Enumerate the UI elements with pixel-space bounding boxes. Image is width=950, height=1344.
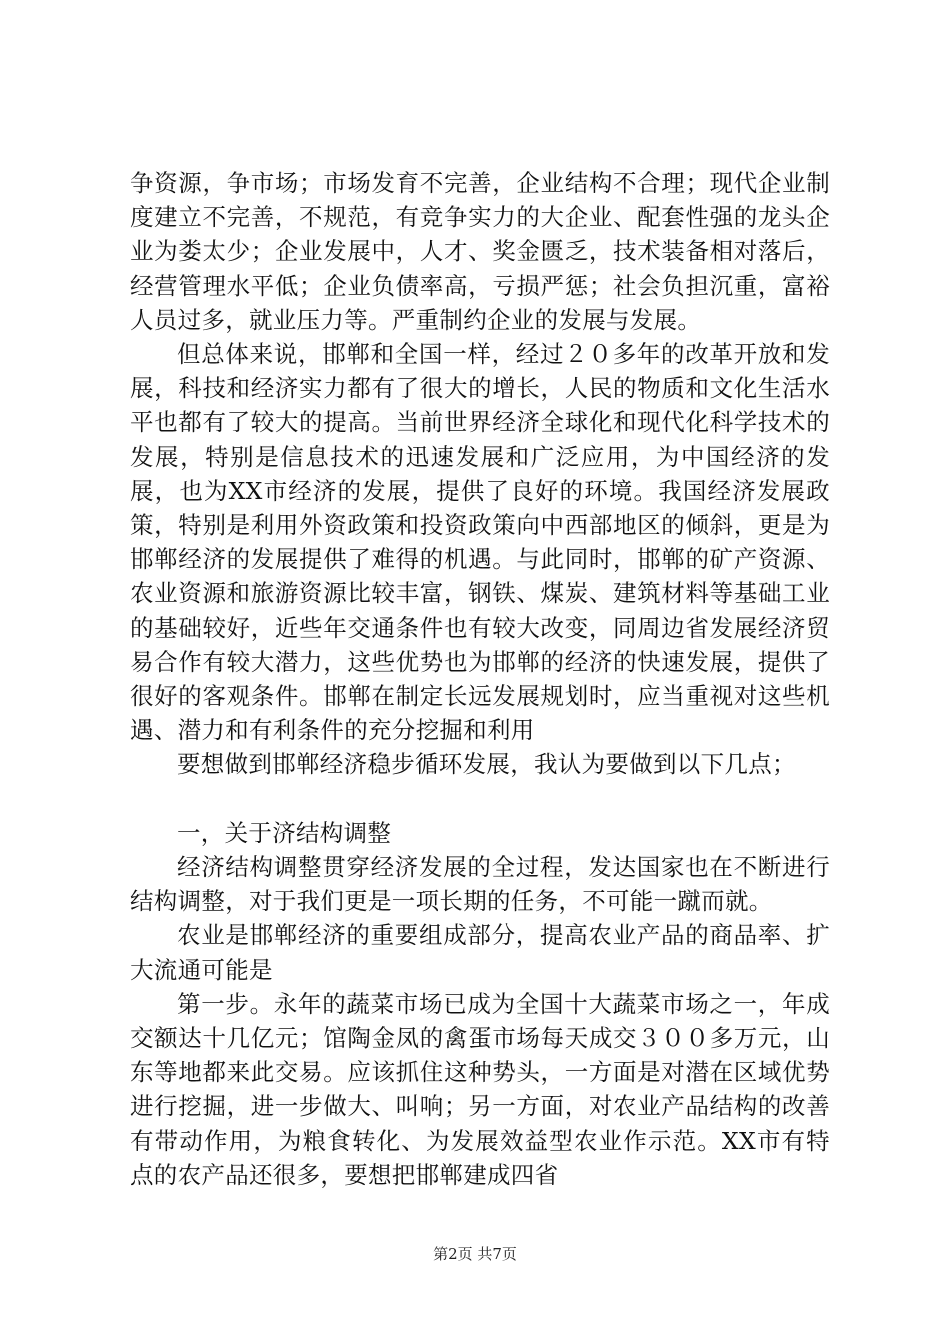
paragraph-spacer: [130, 782, 830, 816]
paragraph-3: 要想做到邯郸经济稳步循环发展，我认为要做到以下几点；: [177, 750, 796, 779]
paragraph-1: 争资源，争市场；市场发育不完善，企业结构不合理；现代企业制度建立不完善，不规范，有竞争实力的大企业、配套性强的龙头企业为娄太少；企业发展中，人才、奖金匮乏，技术装备相对落后，经营管理水平低；企业负债率高，亏损严惩；社会负担沉重，富裕人员过多，就业压力等。严重制约企业的发展与发展。: [130, 169, 830, 334]
paragraph-6: 第一步。永年的蔬菜市场已成为全国十大蔬菜市场之一，年成交额达十几亿元；馆陶金凤的禽蛋市场每天成交３００多万元，山东等地都来此交易。应该抓住这种势头，一方面是对潜在区域优势进行挖掘，进一步做大、叫响；另一方面，对农业产品结构的改善有带动作用，为粮食转化、为发展效益型农业作示范。XX市有特点的农产品还很多，要想把邯郸建成四省: [130, 989, 830, 1189]
section-heading: 一，关于济结构调整: [177, 818, 392, 847]
paragraph-2: 但总体来说，邯郸和全国一样，经过２０多年的改革开放和发展，科技和经济实力都有了很大的增长，人民的物质和文化生活水平也都有了较大的提高。当前世界经济全球化和现代化科学技术的发展，特别是信息技术的迅速发展和广泛应用，为中国经济的发展，也为XX市经济的发展，提供了良好的环境。我国经济发展政策，特别是利用外资政策和投资政策向中西部地区的倾斜，更是为邯郸经济的发展提供了难得的机遇。与此同时，邯郸的矿产资源、农业资源和旅游资源比较丰富，钢铁、煤炭、建筑材料等基础工业的基础较好，近些年交通条件也有较大改变，同周边省发展经济贸易合作有较大潜力，这些优势也为邯郸的经济的快速发展，提供了很好的客观条件。邯郸在制定长远发展规划时，应当重视对这些机遇、潜力和有利条件的充分挖掘和利用: [130, 340, 830, 745]
page-number-footer: 第2页 共7页: [433, 1245, 517, 1263]
document-body: [130, 166, 830, 1192]
paragraph-4: 经济结构调整贯穿经济发展的全过程，发达国家也在不断进行结构调整，对于我们更是一项长期的任务，不可能一蹴而就。: [130, 853, 830, 916]
paragraph-5: 农业是邯郸经济的重要组成部分，提高农业产品的商品率、扩大流通可能是: [130, 921, 830, 984]
